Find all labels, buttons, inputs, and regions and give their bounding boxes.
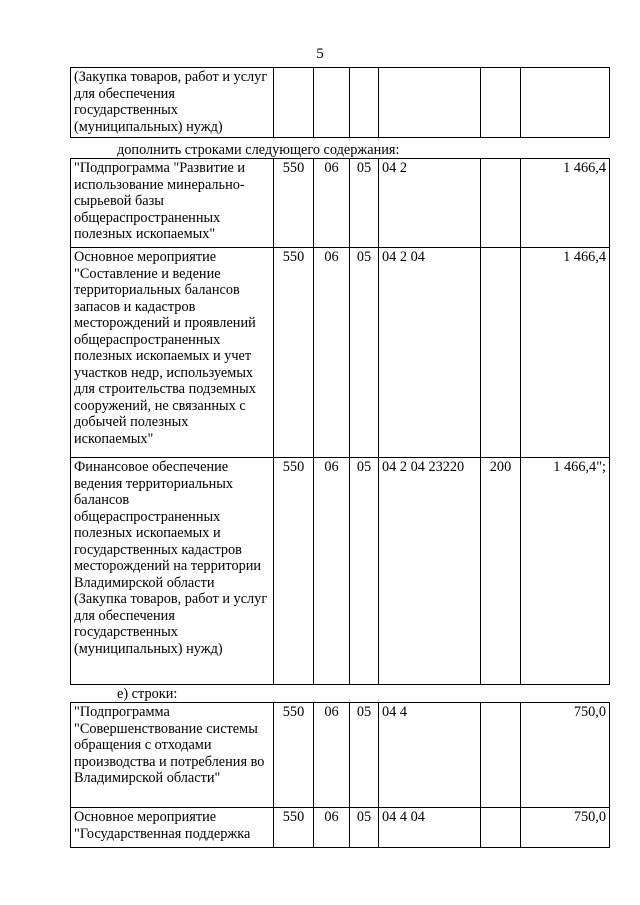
sum-value: 750,0 <box>521 808 610 848</box>
item-name: Финансовое обеспечение ведения территориальных балансов общераспространенных полезных ископаемых и государственных кадастров месторождений на территории Владимирской области (Закупка товаров, работ и услуг для обеспечения государственных (муниципальных) нужд) <box>71 458 274 685</box>
ved-code: 550 <box>274 458 314 685</box>
vr-code <box>481 808 521 848</box>
vr-code <box>481 248 521 458</box>
sum-value: 1 466,4 <box>521 248 610 458</box>
table-row <box>71 808 610 848</box>
budget-table-bottom <box>70 702 610 848</box>
top-table-block <box>70 67 610 138</box>
ved-code: 550 <box>274 159 314 248</box>
ved-code <box>274 68 314 138</box>
bottom-table-block <box>70 702 610 848</box>
pr-code: 05 <box>350 159 379 248</box>
table-row <box>71 68 610 138</box>
item-name: "Подпрограмма "Развитие и использование минерально-сырьевой базы общераспространенных полезных ископаемых" <box>71 159 274 248</box>
table-row <box>71 159 610 248</box>
ved-code: 550 <box>274 808 314 848</box>
pr-code: 05 <box>350 808 379 848</box>
ved-code: 550 <box>274 703 314 808</box>
item-name: Основное мероприятие "Составление и ведение территориальных балансов запасов и кадастров месторождений и проявлений общераспространенных полезных ископаемых и учет участков недр, используемых для строительства подземных сооружений, не связанных с добычей полезных ископаемых" <box>71 248 274 458</box>
csr-code: 04 2 04 <box>379 248 481 458</box>
sum-value: 750,0 <box>521 703 610 808</box>
csr-code: 04 4 04 <box>379 808 481 848</box>
table-row <box>71 458 610 685</box>
rz-code <box>314 68 350 138</box>
rz-code: 06 <box>314 458 350 685</box>
rz-code: 06 <box>314 248 350 458</box>
item-name: "Подпрограмма "Совершенствование системы обращения с отходами производства и потребления во Владимирской области" <box>71 703 274 808</box>
csr-code <box>379 68 481 138</box>
budget-table-added-rows <box>70 158 610 685</box>
page-number: 5 <box>316 46 324 62</box>
sum-value <box>521 68 610 138</box>
csr-code: 04 2 04 23220 <box>379 458 481 685</box>
budget-table-top <box>70 67 610 138</box>
item-name: Основное мероприятие "Государственная поддержка <box>71 808 274 848</box>
pr-code: 05 <box>350 248 379 458</box>
insertion-note: дополнить строками следующего содержания: <box>117 142 400 158</box>
table-row <box>71 248 610 458</box>
pr-code <box>350 68 379 138</box>
csr-code: 04 4 <box>379 703 481 808</box>
rz-code: 06 <box>314 159 350 248</box>
pr-code: 05 <box>350 703 379 808</box>
section-e-label: е) строки: <box>117 686 178 702</box>
pr-code: 05 <box>350 458 379 685</box>
csr-code: 04 2 <box>379 159 481 248</box>
vr-code <box>481 159 521 248</box>
table-row <box>71 703 610 808</box>
rz-code: 06 <box>314 808 350 848</box>
middle-table-block <box>70 158 610 685</box>
vr-code <box>481 703 521 808</box>
sum-value: 1 466,4 <box>521 159 610 248</box>
ved-code: 550 <box>274 248 314 458</box>
vr-code: 200 <box>481 458 521 685</box>
item-name: (Закупка товаров, работ и услуг для обеспечения государственных (муниципальных) нужд) <box>71 68 274 138</box>
sum-value: 1 466,4"; <box>521 458 610 685</box>
vr-code <box>481 68 521 138</box>
rz-code: 06 <box>314 703 350 808</box>
